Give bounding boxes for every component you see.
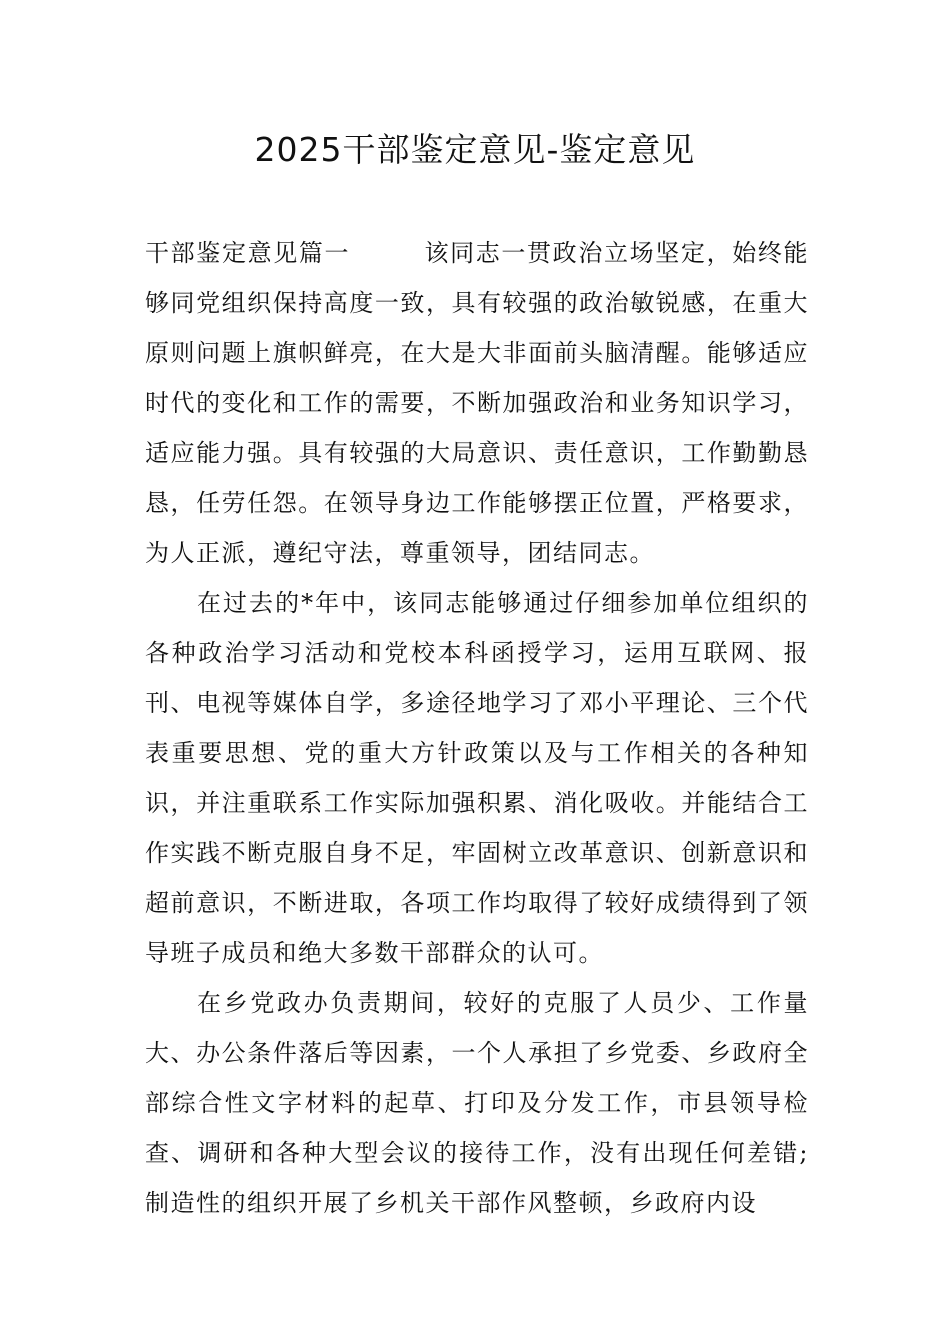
document-body bbox=[145, 228, 809, 1228]
paragraph-1-text: 该同志一贯政治立场坚定，始终能够同党组织保持高度一致，具有较强的政治敏锐感，在重大原则问题上旗帜鲜亮，在大是大非面前头脑清醒。能够适应时代的变化和工作的需要，不断加强政治和业务知识学习，适应能力强。具有较强的大局意识、责任意识，工作勤勤恳恳，任劳任怨。在领导身边工作能够摆正位置，严格要求，为人正派，遵纪守法，尊重领导，团结同志。 bbox=[145, 239, 810, 567]
paragraph-3: 在乡党政办负责期间，较好的克服了人员少、工作量大、办公条件落后等因素，一个人承担了乡党委、乡政府全部综合性文字材料的起草、打印及分发工作，市县领导检查、调研和各种大型会议的接待工作，没有出现任何差错;制造性的组织开展了乡机关干部作风整顿，乡政府内设 bbox=[145, 989, 809, 1217]
document-title: 2025干部鉴定意见-鉴定意见 bbox=[254, 130, 696, 169]
paragraph-2: 在过去的*年中，该同志能够通过仔细参加单位组织的各种政治学习活动和党校本科函授学习，运用互联网、报刊、电视等媒体自学，多途径地学习了邓小平理论、三个代表重要思想、党的重大方针政策以及与工作相关的各种知识，并注重联系工作实际加强积累、消化吸收。并能结合工作实践不断克服自身不足，牢固树立改革意识、创新意识和超前意识，不断进取，各项工作均取得了较好成绩得到了领导班子成员和绝大多数干部群众的认可。 bbox=[145, 589, 809, 967]
section-heading: 干部鉴定意见篇一 bbox=[145, 239, 351, 267]
paragraph-1 bbox=[145, 228, 809, 578]
